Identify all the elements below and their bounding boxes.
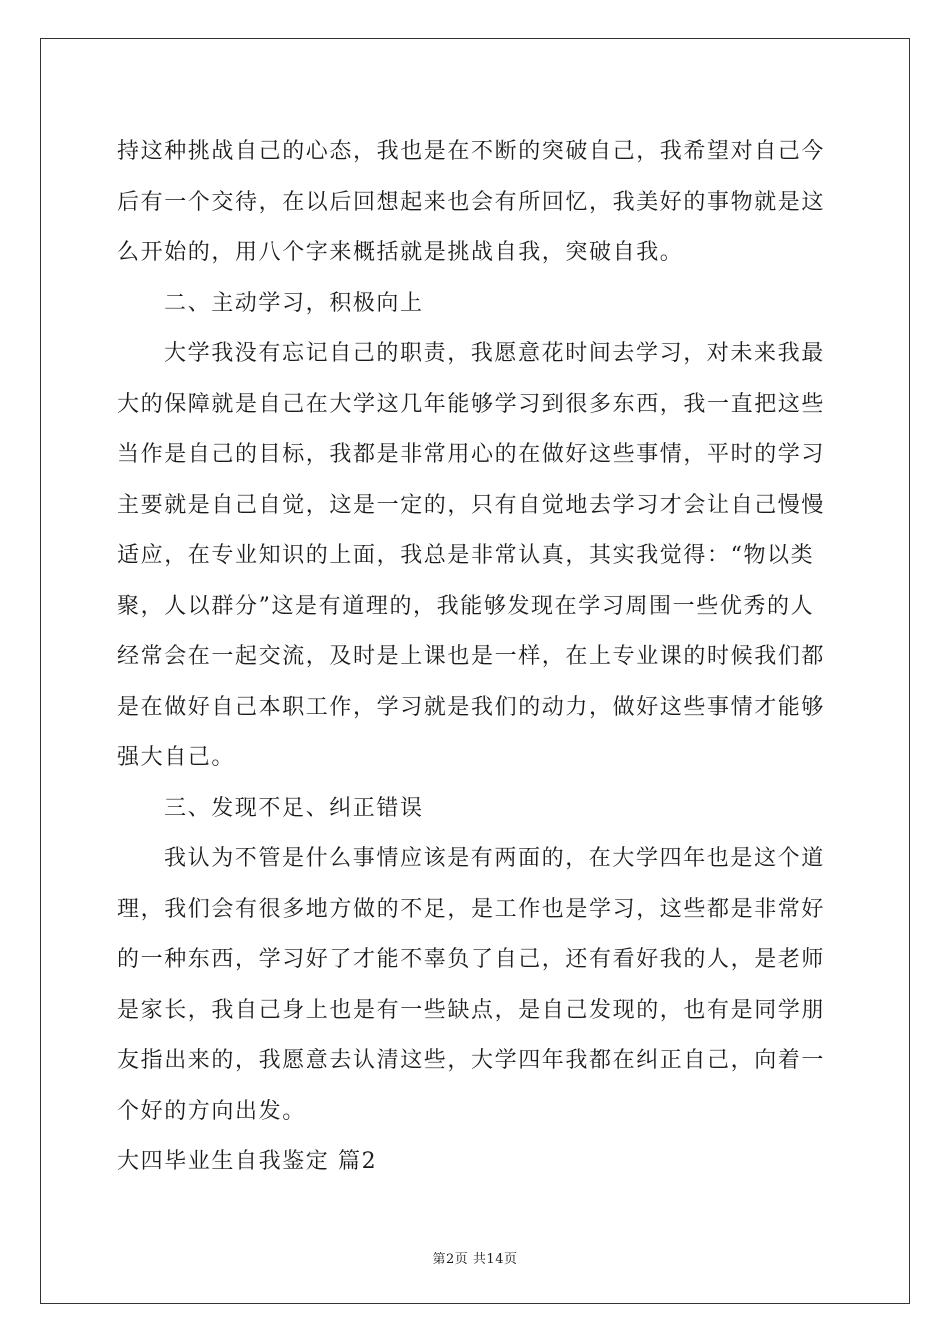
paragraph-line: 理，我们会有很多地方做的不足，是工作也是学习，这些都是非常好 (117, 896, 826, 922)
paragraph-line: 当作是自己的目标，我都是非常用心的在做好这些事情，平时的学习 (117, 442, 826, 467)
section-title-3: 三、发现不足、纠正错误 (164, 795, 424, 821)
paragraph-line: 么开始的，用八个字来概括就是挑战自我，突破自我。 (117, 240, 684, 265)
paragraph-line: 是家长，我自己身上也是有一些缺点，是自己发现的，也有是同学朋 (117, 997, 826, 1023)
paragraph-line: 大的保障就是自己在大学这几年能够学习到很多东西，我一直把这些 (117, 391, 826, 417)
paragraph-line: 适应，在专业知识的上面，我总是非常认真，其实我觉得：“物以类 (117, 543, 815, 568)
paragraph-line: 个好的方向出发。 (117, 1098, 306, 1124)
page-number-footer: 第2页 共14页 (432, 1252, 518, 1267)
paragraph-line: 持这种挑战自己的心态，我也是在不断的突破自己，我希望对自己今 (117, 139, 826, 164)
section-title-2: 二、主动学习，积极向上 (164, 290, 424, 316)
paragraph-line: 后有一个交待，在以后回想起来也会有所回忆，我美好的事物就是这 (117, 189, 826, 215)
paragraph-line: 经常会在一起交流，及时是上课也是一样，在上专业课的时候我们都 (117, 644, 826, 669)
next-article-heading: 大四毕业生自我鉴定 篇2 (117, 1149, 378, 1174)
paragraph-line: 大学我没有忘记自己的职责，我愿意花时间去学习，对未来我最 (164, 341, 825, 366)
paragraph-line: 强大自己。 (117, 745, 236, 770)
paragraph-line: 的一种东西，学习好了才能不辜负了自己，还有看好我的人，是老师 (117, 947, 826, 972)
paragraph-line: 是在做好自己本职工作，学习就是我们的动力，做好这些事情才能够 (117, 694, 826, 720)
paragraph-line: 聚，人以群分”这是有道理的，我能够发现在学习周围一些优秀的人 (117, 593, 815, 619)
paragraph-line: 友指出来的，我愿意去认清这些，大学四年我都在纠正自己，向着一 (117, 1048, 826, 1073)
paragraph-line: 我认为不管是什么事情应该是有两面的，在大学四年也是这个道 (164, 846, 825, 871)
paragraph-line: 主要就是自己自觉，这是一定的，只有自觉地去学习才会让自己慢慢 (117, 492, 826, 518)
document-body (117, 127, 833, 1188)
